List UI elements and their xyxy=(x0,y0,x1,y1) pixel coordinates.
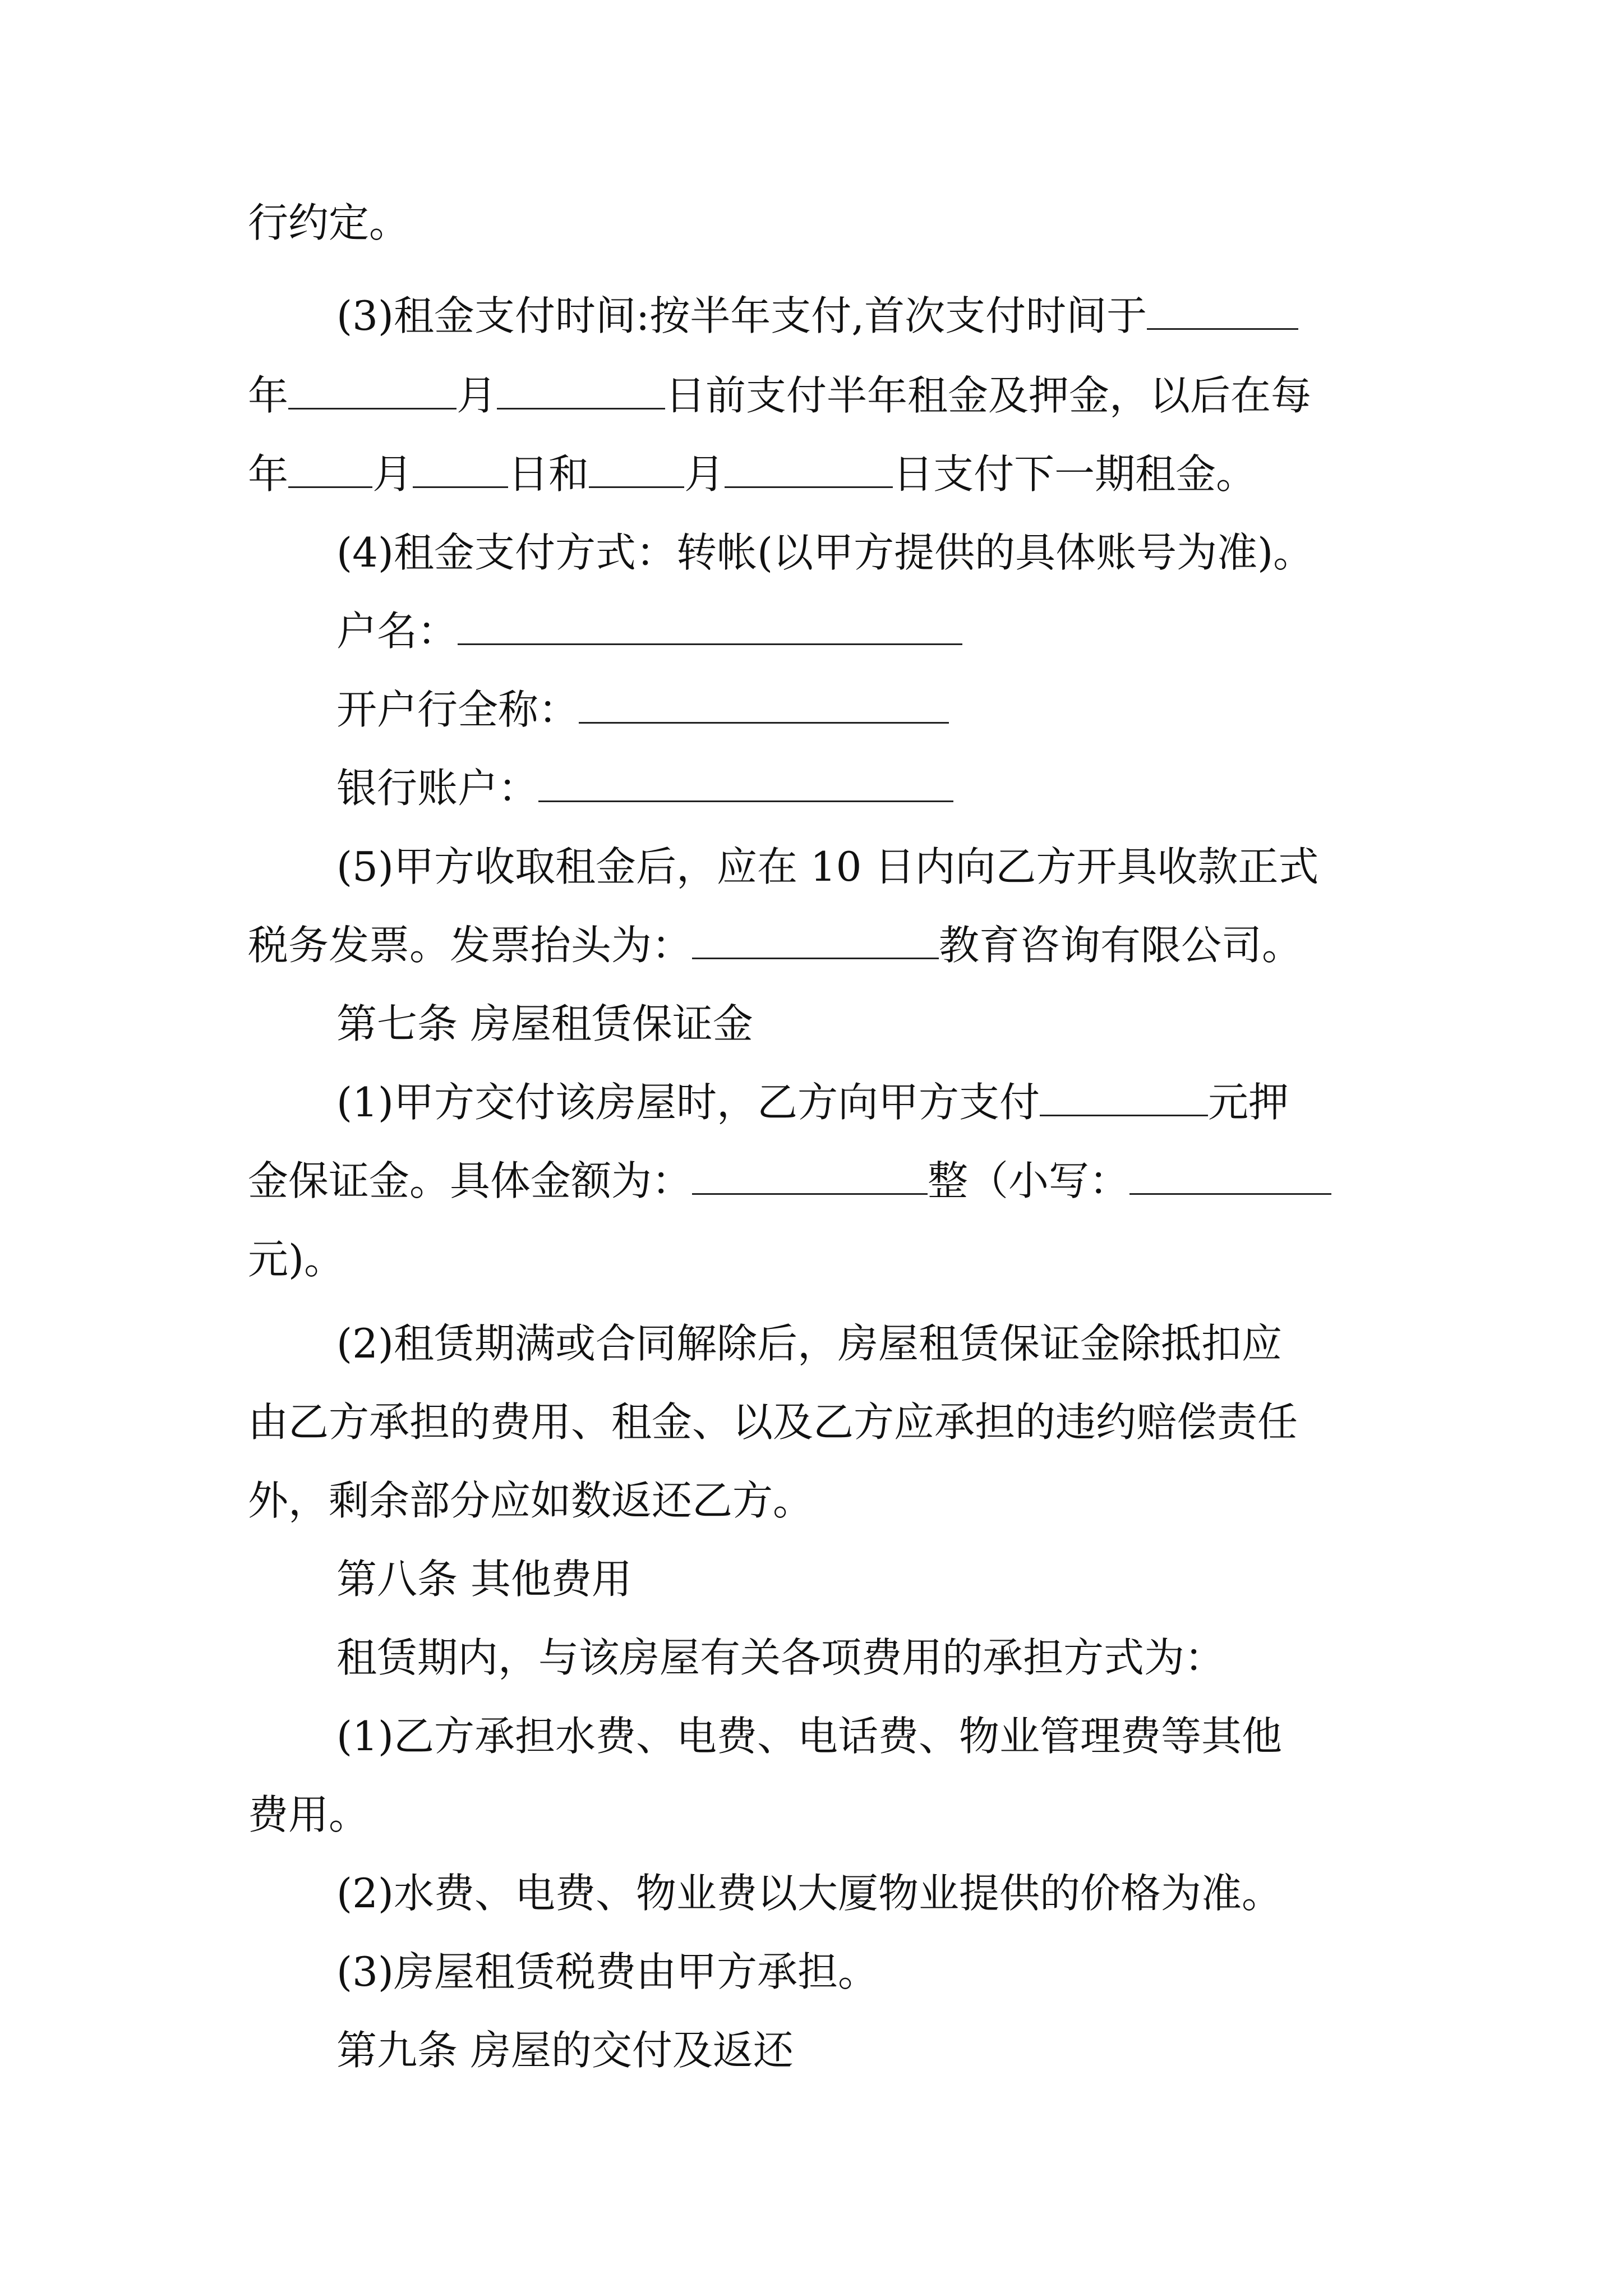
text-line xyxy=(336,836,1469,898)
blank-field xyxy=(1147,289,1298,330)
blank-field xyxy=(579,683,949,724)
text: 第九条 房屋的交付及返还 xyxy=(336,2027,794,2074)
section-heading xyxy=(336,1548,1469,1610)
text-line xyxy=(248,192,1381,254)
text-line xyxy=(248,1784,1381,1846)
text: 日支付下一期租金。 xyxy=(893,450,1257,498)
text: (5)甲方收取租金后，应在 10 日内向乙方开具收款正式 xyxy=(336,843,1319,890)
text-line xyxy=(248,1470,1381,1531)
text: 第八条 其他费用 xyxy=(336,1556,632,1603)
section-heading xyxy=(336,2019,1469,2081)
text: (1)乙方承担水费、电费、电话费、物业管理费等其他 xyxy=(336,1713,1282,1760)
text: 户名： xyxy=(336,608,458,655)
text: 月 xyxy=(684,450,725,498)
text: 年 xyxy=(248,372,289,419)
text-line xyxy=(248,1150,1381,1212)
text-line xyxy=(336,757,1469,819)
text: 外，剩余部分应如数返还乙方。 xyxy=(248,1477,814,1524)
text: 租赁期内，与该房屋有关各项费用的承担方式为： xyxy=(336,1634,1225,1681)
blank-field xyxy=(497,369,665,409)
text: 由乙方承担的费用、租金、以及乙方应承担的违约赔偿责任 xyxy=(248,1398,1298,1446)
text-line xyxy=(248,1391,1381,1453)
text-line xyxy=(336,1862,1469,1924)
section-heading xyxy=(336,993,1469,1055)
text: (2)租赁期满或合同解除后，房屋租赁保证金除抵扣应 xyxy=(336,1320,1282,1367)
blank-field xyxy=(692,1154,928,1195)
text: (1)甲方交付该房屋时，乙方向甲方支付 xyxy=(336,1079,1040,1126)
text: (4)租金支付方式：转帐(以甲方提供的具体账号为准)。 xyxy=(336,529,1314,576)
text: 行约定。 xyxy=(248,199,410,246)
text: 费用。 xyxy=(248,1791,370,1838)
blank-field xyxy=(1040,1075,1208,1116)
blank-field xyxy=(288,369,457,409)
text-line xyxy=(336,1627,1469,1688)
text: 开户行全称： xyxy=(336,686,579,733)
blank-field xyxy=(413,447,508,488)
text-line xyxy=(248,365,1381,426)
text-line xyxy=(336,679,1469,740)
text: (2)水费、电费、物业费以大厦物业提供的价格为准。 xyxy=(336,1870,1282,1917)
text: 元)。 xyxy=(248,1236,345,1283)
text: 日和 xyxy=(508,450,589,498)
text-line xyxy=(336,285,1469,347)
blank-field xyxy=(288,447,372,488)
text: 第七条 房屋租赁保证金 xyxy=(336,1000,753,1047)
text: 元押 xyxy=(1208,1079,1289,1126)
blank-field xyxy=(1129,1154,1331,1195)
text-line xyxy=(248,1228,1381,1290)
text-line xyxy=(336,1071,1469,1133)
text: 日前支付半年租金及押金，以后在每 xyxy=(665,372,1312,419)
text: (3)租金支付时间:按半年支付,首次支付时间于 xyxy=(336,292,1147,339)
blank-field xyxy=(538,761,953,802)
text-line xyxy=(336,1705,1469,1767)
text: 金保证金。具体金额为： xyxy=(248,1157,693,1204)
text: 银行账户： xyxy=(336,765,539,812)
text-line xyxy=(248,914,1381,976)
text-line xyxy=(336,522,1469,583)
blank-field xyxy=(692,918,939,959)
text: 月 xyxy=(372,450,413,498)
blank-field xyxy=(725,447,893,488)
text: (3)房屋租赁税费由甲方承担。 xyxy=(336,1948,878,1995)
text: 教育咨询有限公司。 xyxy=(939,922,1303,969)
text-line xyxy=(248,443,1381,505)
text: 整（小写： xyxy=(928,1157,1130,1204)
text: 年 xyxy=(248,450,289,498)
text-line xyxy=(336,1941,1469,2003)
text-line xyxy=(336,600,1469,662)
text: 税务发票。发票抬头为： xyxy=(248,922,693,969)
blank-field xyxy=(458,604,962,645)
text-line xyxy=(336,1313,1469,1374)
blank-field xyxy=(589,447,684,488)
text: 月 xyxy=(457,372,497,419)
